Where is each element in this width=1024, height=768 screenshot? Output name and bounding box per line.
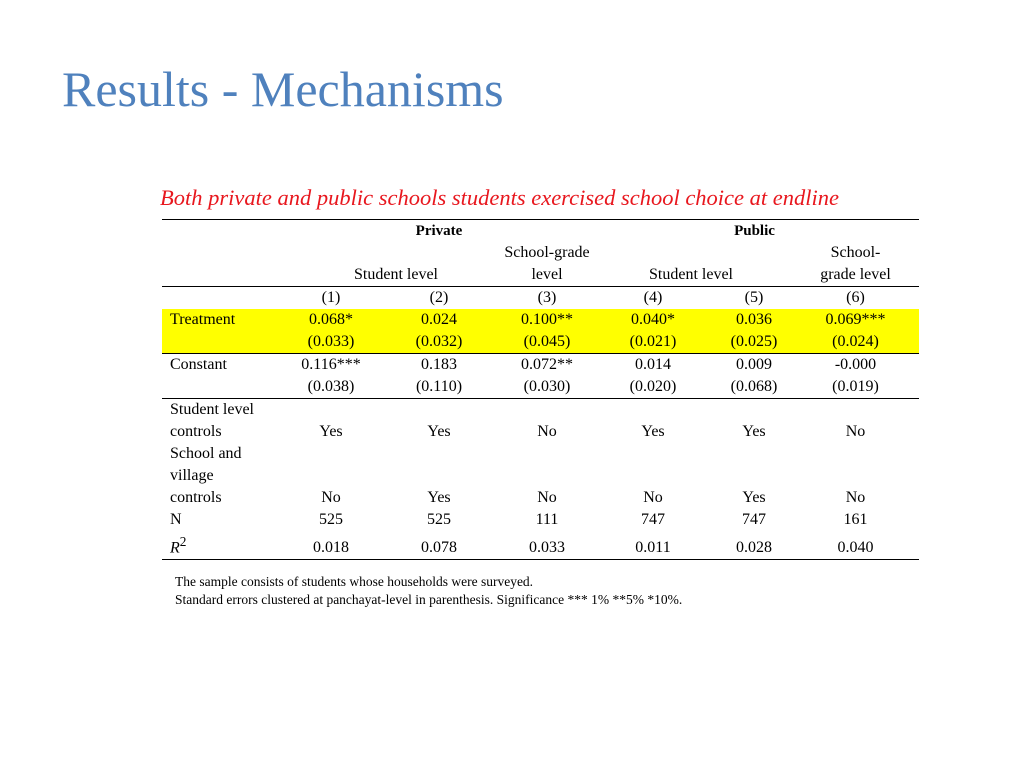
table-cell: 111 bbox=[535, 511, 559, 528]
table-cell: 0.014 bbox=[635, 356, 671, 373]
table-cell: No bbox=[845, 423, 866, 440]
table-cell: No bbox=[537, 489, 557, 506]
school-controls-label-row-2 bbox=[162, 465, 919, 487]
treatment-se-row bbox=[162, 331, 919, 354]
table-cell: 0.018 bbox=[288, 531, 374, 560]
table-cell: 0.036 bbox=[716, 309, 792, 331]
regression-table bbox=[162, 219, 919, 560]
row-label-school-controls-3: controls bbox=[170, 489, 222, 506]
table-cell: 161 bbox=[843, 511, 868, 528]
table-cell: (0.032) bbox=[374, 331, 504, 354]
r2-row bbox=[162, 531, 919, 560]
row-label-school-controls: School and bbox=[170, 445, 242, 462]
table-cell: 0.009 bbox=[736, 356, 772, 373]
table-cell: (0.110) bbox=[374, 376, 504, 399]
table-cell: 525 bbox=[319, 511, 343, 528]
n-row bbox=[162, 509, 919, 531]
row-label-constant: Constant bbox=[170, 356, 227, 373]
regression-table-container bbox=[162, 219, 919, 560]
table-cell: -0.000 bbox=[834, 356, 877, 373]
column-number: (3) bbox=[537, 289, 557, 306]
table-cell: Yes bbox=[427, 423, 451, 440]
row-label-n: N bbox=[170, 511, 182, 528]
slide-title: Results - Mechanisms bbox=[62, 61, 504, 117]
table-cell: 0.078 bbox=[374, 531, 504, 560]
row-label-r2 bbox=[162, 531, 288, 560]
column-number: (5) bbox=[744, 289, 764, 306]
table-cell: 0.069*** bbox=[792, 309, 919, 331]
table-cell: 0.024 bbox=[374, 309, 504, 331]
note-line: Standard errors clustered at panchayat-level in parenthesis. Significance *** 1% **5% *10%. bbox=[175, 592, 683, 607]
row-label-student-controls: Student level bbox=[170, 401, 254, 418]
subheader-school-grade-level-private: School-grade bbox=[504, 244, 590, 261]
table-cell: No bbox=[537, 423, 557, 440]
table-cell: (0.025) bbox=[716, 331, 792, 354]
table-cell: 747 bbox=[742, 511, 766, 528]
table-cell: 0.033 bbox=[504, 531, 590, 560]
table-cell: 0.072** bbox=[521, 356, 573, 373]
subheader-school-grade-level-private-2: level bbox=[504, 264, 590, 287]
slide-subtitle: Both private and public schools students exercised school choice at endline bbox=[160, 185, 840, 210]
table-cell: (0.021) bbox=[590, 331, 716, 354]
table-cell: 0.040 bbox=[792, 531, 919, 560]
table-cell: (0.038) bbox=[288, 376, 374, 399]
r2-superscript: 2 bbox=[179, 534, 187, 549]
table-cell: (0.024) bbox=[792, 331, 919, 354]
table-cell: (0.068) bbox=[716, 376, 792, 399]
table-cell: 0.040* bbox=[590, 309, 716, 331]
table-cell: No bbox=[643, 489, 663, 506]
table-cell: Yes bbox=[427, 489, 451, 506]
table-cell: Yes bbox=[742, 423, 766, 440]
table-cell: No bbox=[845, 489, 866, 506]
table-cell: No bbox=[321, 489, 341, 506]
table-cell: 747 bbox=[641, 511, 665, 528]
student-controls-label-row bbox=[162, 399, 919, 422]
r2-symbol: R bbox=[170, 539, 180, 557]
table-cell: 0.011 bbox=[590, 531, 716, 560]
school-controls-label-row-1 bbox=[162, 443, 919, 465]
table-cell: (0.030) bbox=[504, 376, 590, 399]
table-cell: (0.033) bbox=[288, 331, 374, 354]
group-header-private: Private bbox=[288, 220, 590, 243]
table-notes bbox=[175, 573, 682, 609]
column-number: (1) bbox=[321, 289, 341, 306]
treatment-coef-row bbox=[162, 309, 919, 331]
table-cell: 0.028 bbox=[716, 531, 792, 560]
subheader-row-1 bbox=[162, 242, 919, 264]
school-controls-row bbox=[162, 487, 919, 509]
table-cell: Yes bbox=[319, 423, 343, 440]
constant-coef-row bbox=[162, 354, 919, 377]
table-cell: Yes bbox=[641, 423, 665, 440]
subheader-student-level-private: Student level bbox=[288, 264, 504, 287]
table-cell: (0.045) bbox=[504, 331, 590, 354]
column-number: (4) bbox=[643, 289, 663, 306]
table-cell: 0.116*** bbox=[301, 356, 361, 373]
table-cell: 0.068* bbox=[288, 309, 374, 331]
constant-se-row bbox=[162, 376, 919, 399]
table-cell: Yes bbox=[742, 489, 766, 506]
table-cell: 0.100** bbox=[504, 309, 590, 331]
subheader-school-grade-level-public: School- bbox=[830, 244, 881, 261]
column-number-row bbox=[162, 287, 919, 310]
subheader-school-grade-level-public-2: grade level bbox=[792, 264, 919, 287]
group-header-public: Public bbox=[590, 220, 919, 243]
subheader-student-level-public: Student level bbox=[590, 264, 792, 287]
student-controls-row bbox=[162, 421, 919, 443]
table-cell: 0.183 bbox=[421, 356, 457, 373]
group-header-row bbox=[162, 220, 919, 243]
row-label-school-controls-2: village bbox=[170, 467, 214, 484]
column-number: (2) bbox=[429, 289, 449, 306]
note-line: The sample consists of students whose households were surveyed. bbox=[175, 574, 534, 589]
subheader-row-2 bbox=[162, 264, 919, 287]
table-cell: (0.019) bbox=[792, 376, 919, 399]
column-number: (6) bbox=[846, 289, 865, 306]
table-cell: (0.020) bbox=[590, 376, 716, 399]
row-label-treatment: Treatment bbox=[162, 309, 288, 331]
row-label-student-controls-2: controls bbox=[170, 423, 222, 440]
table-cell: 525 bbox=[427, 511, 451, 528]
